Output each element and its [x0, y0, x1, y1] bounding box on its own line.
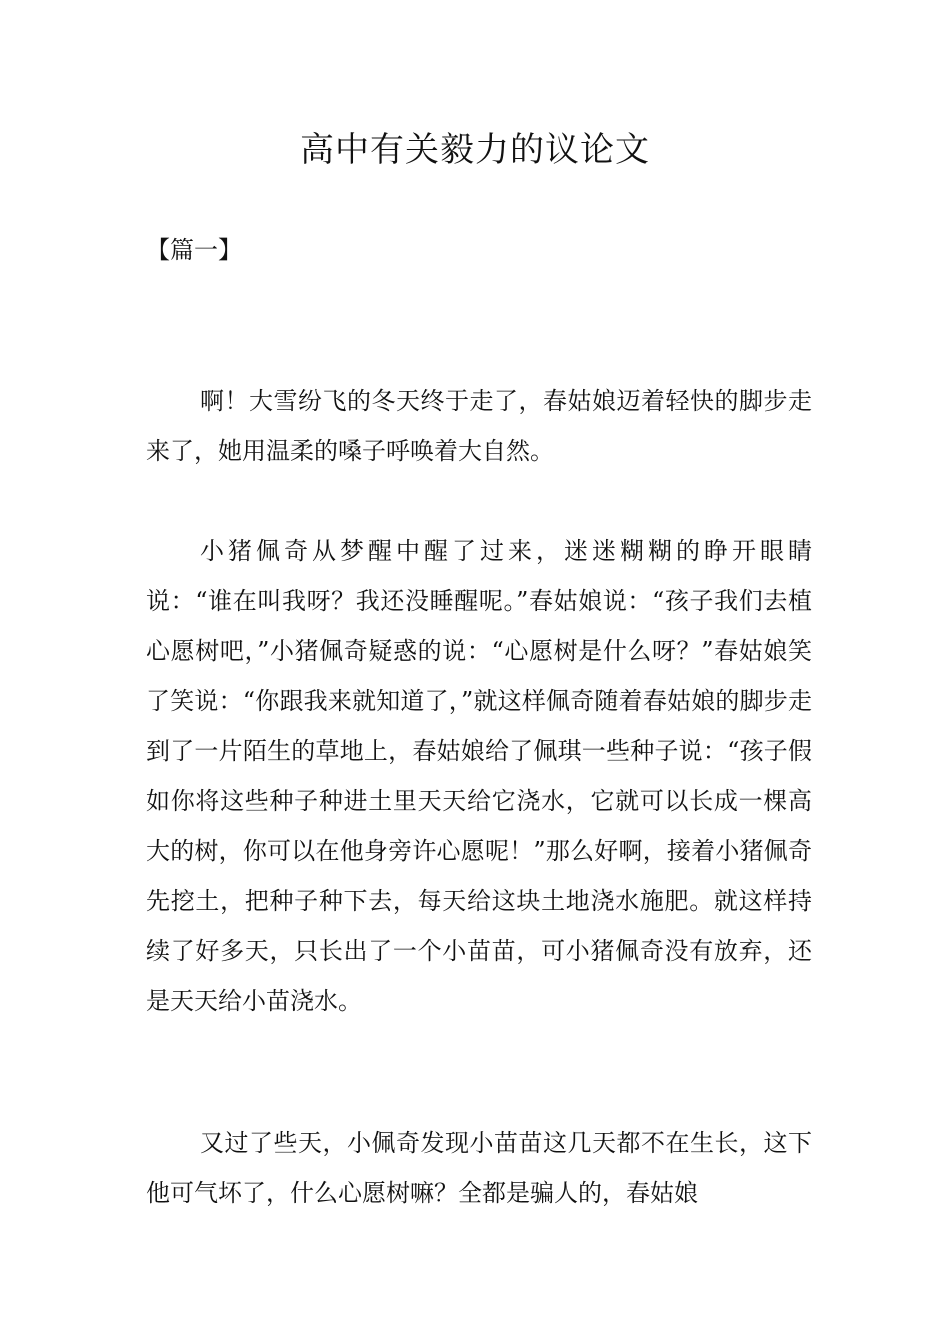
- paragraph-1: 啊！大雪纷飞的冬天终于走了，春姑娘迈着轻快的脚步走来了，她用温柔的嗓子呼唤着大自然。: [146, 387, 812, 465]
- document-title: 高中有关毅力的议论文: [300, 130, 650, 170]
- paragraph-2: 小猪佩奇从梦醒中醒了过来，迷迷糊糊的睁开眼睛说：“谁在叫我呀？我还没睡醒呢。”春姑娘说：“孩子我们去植心愿树吧，”小猪佩奇疑惑的说：“心愿树是什么呀？”春姑娘笑了笑说：“你跟我来就知道了，”就这样佩奇随着春姑娘的脚步走到了一片陌生的草地上，春姑娘给了佩琪一些种子说：“孩子假如你将这些种子种进土里天天给它浇水，它就可以长成一棵高大的树，你可以在他身旁许心愿呢！”那么好啊，接着小猪佩奇先挖土，把种子种下去，每天给这块土地浇水施肥。就这样持续了好多天，只长出了一个小苗苗，可小猪佩奇没有放弃，还是天天给小苗浇水。: [146, 537, 812, 1015]
- section-label: 【篇一】: [146, 236, 242, 264]
- paragraph-3: 又过了些天，小佩奇发现小苗苗这几天都不在生长，这下他可气坏了，什么心愿树嘛？全都是骗人的，春姑娘: [146, 1129, 812, 1207]
